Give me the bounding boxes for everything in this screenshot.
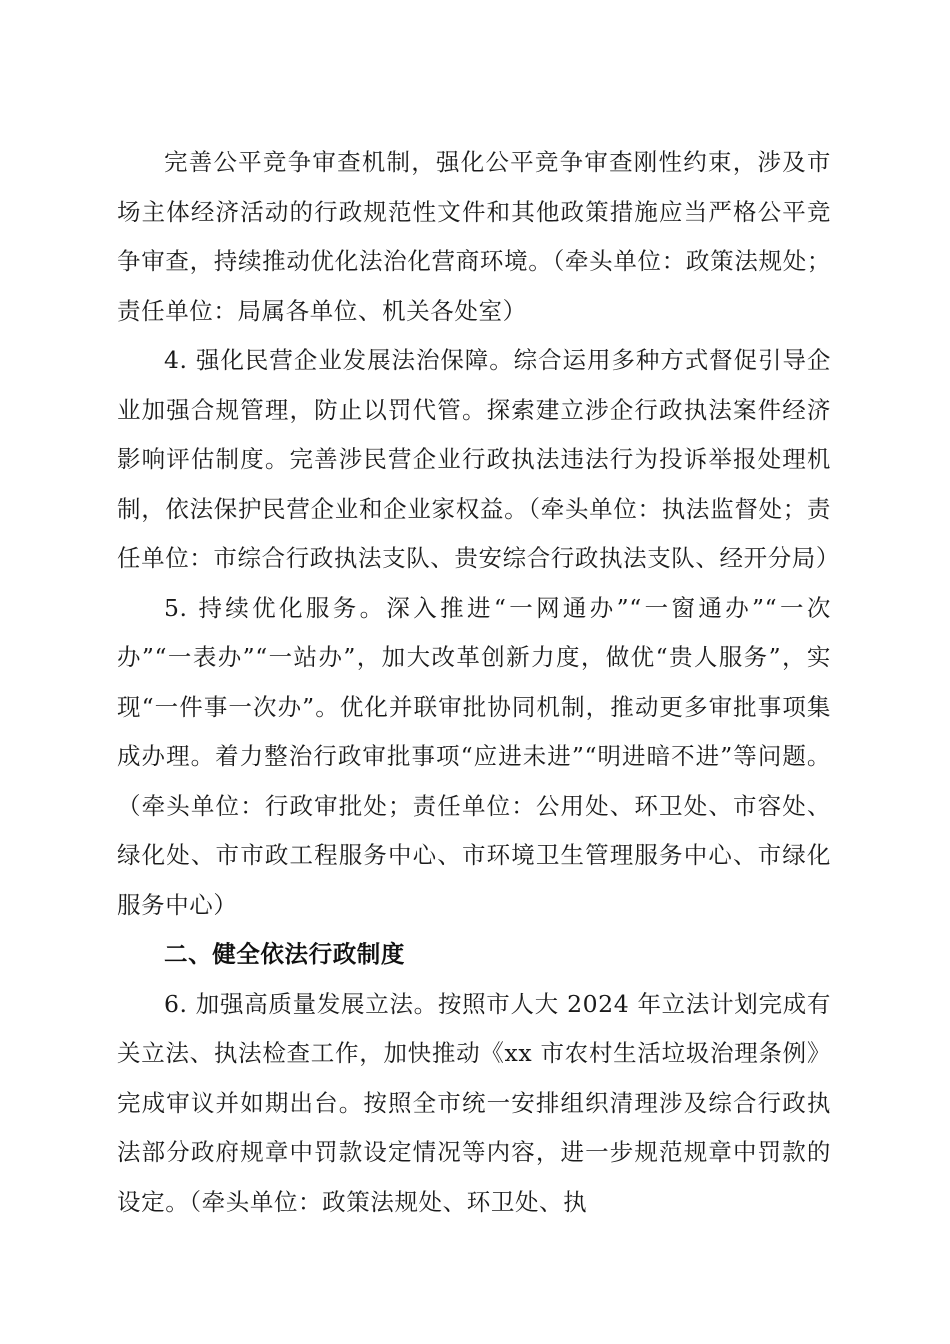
paragraph-item-4: 4. 强化民营企业发展法治保障。综合运用多种方式督促引导企业加强合规管理，防止以罚代管。探索建立涉企行政执法案件经济影响评估制度。完善涉民营企业行政执法违法行为投诉举报处理机制，依法保护民营企业和企业家权益。（牵头单位：执法监督处；责任单位：市综合行政执法支队、贵安综合行政执法支队、经开分局） — [117, 346, 840, 572]
paragraph-item-5: 5. 持续优化服务。深入推进“一网通办”“一窗通办”“一次办”“一表办”“一站办”，加大改革创新力度，做优“贵人服务”，实现“一件事一次办”。优化并联审批协同机制，推动更多审批事项集成办理。着力整治行政审批事项“应进未进”“明进暗不进”等问题。（牵头单位：行政审批处；责任单位：公用处、环卫处、市容处、绿化处、市市政工程服务中心、市环境卫生管理服务中心、市绿化服务中心） — [117, 593, 831, 919]
paragraph-fair-competition: 完善公平竞争审查机制，强化公平竞争审查刚性约束，涉及市场主体经济活动的行政规范性文件和其他政策措施应当严格公平竞争审查，持续推动优化法治化营商环境。（牵头单位：政策法规处；责任单位：局属各单位、机关各处室） — [117, 148, 831, 325]
section-heading: 二、健全依法行政制度 — [164, 940, 405, 968]
document-body — [117, 138, 840, 1227]
paragraph-item-6: 6. 加强高质量发展立法。按照市人大 2024 年立法计划完成有关立法、执法检查工作，加快推动《xx 市农村生活垃圾治理条例》完成审议并如期出台。按照全市统一安排组织清理涉及综合行政执法部分政府规章中罚款设定情况等内容，进一步规范规章中罚款的设定。（牵头单位：政策法规处、环卫处、执 — [117, 989, 831, 1216]
